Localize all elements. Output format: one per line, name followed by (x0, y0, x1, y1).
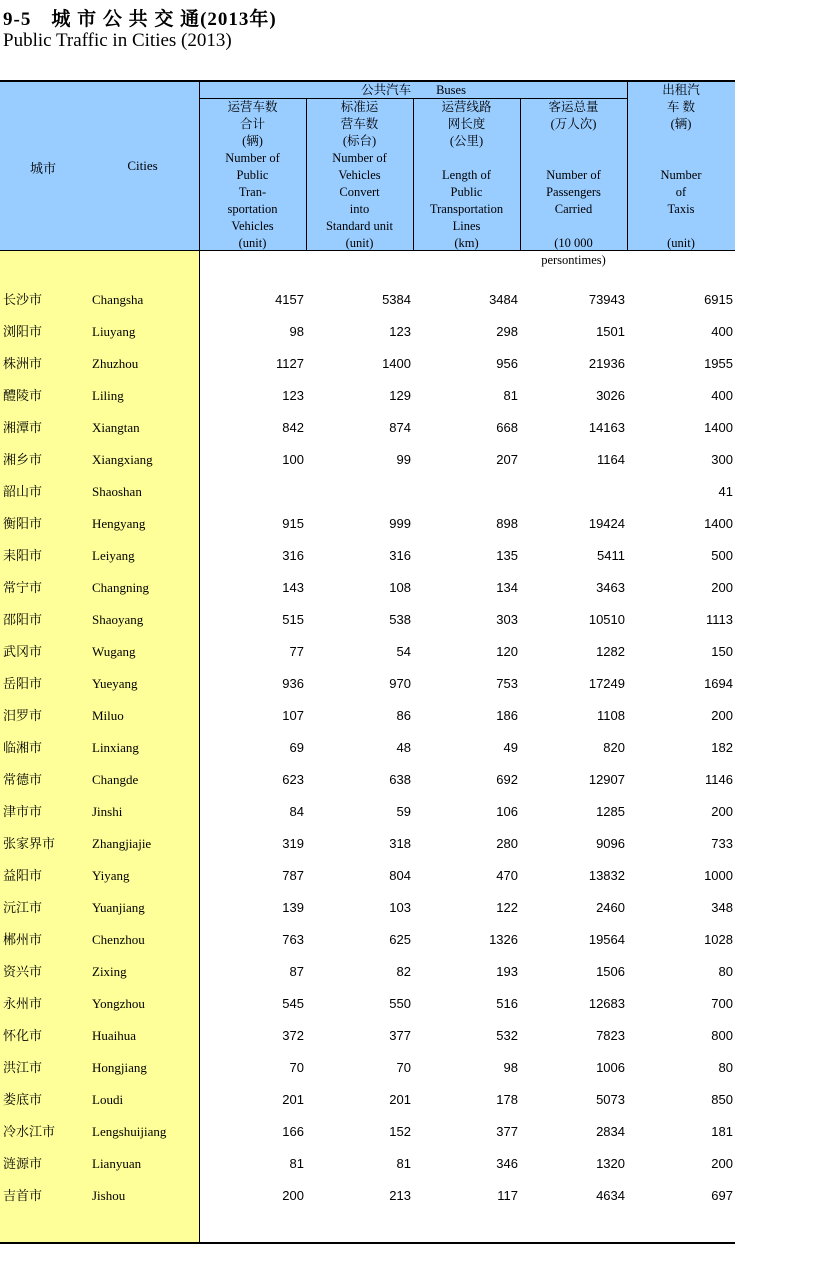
header-line (627, 150, 735, 167)
table-row (0, 1155, 735, 1187)
value-cell: 787 (282, 868, 304, 883)
value-cell: 348 (711, 900, 733, 915)
value-cell: 545 (282, 996, 304, 1011)
value-cell: 54 (396, 644, 411, 659)
value-cell: 4157 (275, 292, 304, 307)
table-row (0, 451, 735, 483)
value-cell: 280 (496, 836, 518, 851)
value-cell: 2460 (596, 900, 625, 915)
header-line: (标台) (342, 134, 377, 148)
city-name-zh: 醴陵市 (3, 388, 43, 403)
value-cell: 82 (396, 964, 411, 979)
city-name-zh: 汨罗市 (3, 708, 43, 723)
value-cell: 3463 (596, 580, 625, 595)
city-name-en: Jinshi (92, 804, 123, 819)
value-cell: 150 (711, 644, 733, 659)
city-name-en: Lengshuijiang (92, 1124, 167, 1139)
value-cell: 697 (711, 1188, 733, 1203)
city-name-zh: 冷水江市 (3, 1124, 56, 1139)
value-cell: 999 (389, 516, 411, 531)
city-name-en: Jishou (92, 1188, 126, 1203)
header-line (520, 150, 627, 167)
city-name-en: Lianyuan (92, 1156, 142, 1171)
table-row (0, 1187, 735, 1219)
header-line: 运营车数 (227, 100, 278, 114)
city-name-zh: 吉首市 (3, 1188, 43, 1203)
value-cell: 123 (282, 388, 304, 403)
value-cell: 9096 (596, 836, 625, 851)
value-cell: 1501 (596, 324, 625, 339)
city-name-zh: 常宁市 (3, 580, 43, 595)
header-line: Number of (546, 168, 601, 182)
table-row (0, 579, 735, 611)
value-cell: 135 (496, 548, 518, 563)
value-cell: 1955 (704, 356, 733, 371)
value-cell: 300 (711, 452, 733, 467)
value-cell: 12907 (588, 772, 625, 787)
value-cell: 59 (396, 804, 411, 819)
value-cell: 5073 (596, 1092, 625, 1107)
value-cell: 1506 (596, 964, 625, 979)
value-cell: 143 (282, 580, 304, 595)
header-line: Length of (442, 168, 491, 182)
header-line: (km) (454, 236, 479, 250)
value-cell: 117 (497, 1188, 518, 1203)
header-line: Standard unit (325, 219, 393, 233)
value-cell: 86 (396, 708, 411, 723)
value-cell: 316 (282, 548, 304, 563)
value-cell: 87 (289, 964, 304, 979)
value-cell: 1000 (704, 868, 733, 883)
value-cell: 319 (282, 836, 304, 851)
value-cell: 200 (711, 804, 733, 819)
value-cell: 1146 (705, 772, 733, 787)
header-line: of (675, 185, 687, 199)
value-cell: 316 (389, 548, 411, 563)
header-col-standard-units (306, 99, 413, 252)
header-line: (unit) (345, 236, 374, 250)
header-line: (万人次) (550, 117, 597, 131)
table-row (0, 1059, 735, 1091)
table-row (0, 707, 735, 739)
city-name-zh: 岳阳市 (3, 676, 43, 691)
header-line: Vehicles (231, 219, 274, 233)
value-cell: 107 (282, 708, 304, 723)
header-line: sportation (227, 202, 278, 216)
header-line: (unit) (238, 236, 267, 250)
value-cell: 515 (282, 612, 304, 627)
header-line: Passengers (546, 185, 601, 199)
value-cell: 134 (496, 580, 518, 595)
table-row (0, 867, 735, 899)
value-cell: 98 (289, 324, 304, 339)
value-cell: 106 (496, 804, 518, 819)
city-name-zh: 湘乡市 (3, 452, 43, 467)
city-name-zh: 衡阳市 (3, 516, 43, 531)
value-cell: 108 (389, 580, 411, 595)
header-line: Transportation (429, 202, 504, 216)
value-cell: 625 (389, 932, 411, 947)
value-cell: 5411 (597, 548, 625, 563)
value-cell: 178 (496, 1092, 518, 1107)
city-name-en: Loudi (92, 1092, 124, 1107)
value-cell: 200 (282, 1188, 304, 1203)
header-line (627, 218, 735, 235)
value-cell: 1006 (596, 1060, 625, 1075)
value-cell: 804 (389, 868, 411, 883)
header-col-vehicles (199, 99, 306, 252)
city-name-en: Xiangtan (92, 420, 140, 435)
city-name-en: Yongzhou (92, 996, 145, 1011)
header-col-passengers (520, 99, 627, 269)
value-cell: 1400 (704, 420, 733, 435)
table-row (0, 323, 735, 355)
city-name-en: Wugang (92, 644, 136, 659)
value-cell: 1326 (489, 932, 518, 947)
value-cell: 120 (496, 644, 518, 659)
city-name-en: Liuyang (92, 324, 136, 339)
header-line (520, 133, 627, 150)
value-cell: 970 (389, 676, 411, 691)
header-bus-group: 公共汽车 Buses (361, 83, 466, 97)
header-line: (10 000 (554, 236, 593, 250)
value-cell: 5384 (382, 292, 411, 307)
city-name-en: Miluo (92, 708, 124, 723)
value-cell: 81 (396, 1156, 411, 1171)
city-name-en: Zhuzhou (92, 356, 139, 371)
value-cell: 122 (496, 900, 518, 915)
table-row (0, 547, 735, 579)
value-cell: 129 (389, 388, 411, 403)
value-cell: 298 (496, 324, 518, 339)
city-name-zh: 沅江市 (3, 900, 43, 915)
value-cell: 763 (282, 932, 304, 947)
value-cell: 98 (503, 1060, 518, 1075)
value-cell: 10510 (588, 612, 625, 627)
value-cell: 200 (711, 708, 733, 723)
value-cell: 850 (711, 1092, 733, 1107)
table-row (0, 995, 735, 1027)
city-name-en: Zixing (92, 964, 127, 979)
value-cell: 181 (711, 1124, 733, 1139)
value-cell: 820 (603, 740, 625, 755)
table-row (0, 963, 735, 995)
city-name-zh: 资兴市 (3, 964, 43, 979)
city-name-zh: 郴州市 (3, 932, 43, 947)
city-name-en: Shaoshan (92, 484, 142, 499)
value-cell: 532 (496, 1028, 518, 1043)
city-name-en: Zhangjiajie (92, 836, 152, 851)
value-cell: 2834 (596, 1124, 625, 1139)
value-cell: 956 (496, 356, 518, 371)
header-line: Taxis (667, 202, 695, 216)
value-cell: 186 (496, 708, 518, 723)
value-cell: 14163 (588, 420, 625, 435)
table-row (0, 899, 735, 931)
value-cell: 400 (711, 388, 733, 403)
value-cell: 201 (282, 1092, 304, 1107)
city-name-zh: 耒阳市 (3, 548, 43, 563)
header-line: 标准运 (340, 100, 379, 114)
value-cell: 400 (711, 324, 733, 339)
value-cell: 550 (389, 996, 411, 1011)
table-row (0, 355, 735, 387)
value-cell: 936 (282, 676, 304, 691)
value-cell: 17249 (588, 676, 625, 691)
value-cell: 318 (389, 836, 411, 851)
value-cell: 19564 (588, 932, 625, 947)
city-name-en: Hengyang (92, 516, 146, 531)
value-cell: 1400 (704, 516, 733, 531)
table-row (0, 483, 735, 515)
value-cell: 99 (396, 452, 411, 467)
city-name-zh: 邵阳市 (3, 612, 43, 627)
value-cell: 1694 (704, 676, 733, 691)
city-name-en: Yuanjiang (92, 900, 145, 915)
value-cell: 623 (282, 772, 304, 787)
header-line: Convert (339, 185, 380, 199)
value-cell: 84 (289, 804, 304, 819)
value-cell: 1400 (382, 356, 411, 371)
value-cell: 139 (282, 900, 304, 915)
header-line: 车 数 (666, 100, 696, 114)
value-cell: 182 (711, 740, 733, 755)
value-cell: 1028 (704, 932, 733, 947)
value-cell: 69 (289, 740, 304, 755)
header-line: 网长度 (447, 117, 486, 131)
value-cell: 1127 (276, 356, 304, 371)
city-name-en: Linxiang (92, 740, 139, 755)
table-bottom-rule (0, 1242, 735, 1244)
table-row (0, 419, 735, 451)
city-name-en: Huaihua (92, 1028, 137, 1043)
value-cell: 500 (711, 548, 733, 563)
header-line: 出租汽 (662, 83, 700, 97)
table-row (0, 739, 735, 771)
city-name-zh: 武冈市 (3, 644, 43, 659)
city-name-zh: 张家界市 (3, 836, 56, 851)
value-cell: 538 (389, 612, 411, 627)
table-row (0, 1123, 735, 1155)
value-cell: 77 (289, 644, 304, 659)
value-cell: 842 (282, 420, 304, 435)
table-row (0, 1027, 735, 1059)
city-name-en: Hongjiang (92, 1060, 147, 1075)
header-line: 营车数 (340, 117, 379, 131)
city-name-en: Changsha (92, 292, 144, 307)
table-row (0, 387, 735, 419)
header-line: Number of (332, 151, 387, 165)
value-cell: 668 (496, 420, 518, 435)
city-name-en: Changde (92, 772, 139, 787)
header-line: (unit) (667, 236, 695, 250)
table-row (0, 803, 735, 835)
city-name-zh: 长沙市 (3, 292, 43, 307)
city-name-zh: 浏阳市 (3, 324, 43, 339)
value-cell: 49 (503, 740, 518, 755)
city-name-en: Yiyang (92, 868, 130, 883)
value-cell: 700 (711, 996, 733, 1011)
header-line: Carried (554, 202, 593, 216)
value-cell: 874 (389, 420, 411, 435)
value-cell: 200 (711, 1156, 733, 1171)
value-cell: 48 (396, 740, 411, 755)
table-row (0, 771, 735, 803)
header-line (413, 150, 520, 167)
city-name-en: Leiyang (92, 548, 135, 563)
value-cell: 123 (389, 324, 411, 339)
header-line: Lines (452, 219, 481, 233)
table-body (0, 291, 735, 1219)
city-name-zh: 株洲市 (3, 356, 43, 371)
table-row (0, 643, 735, 675)
value-cell: 1164 (597, 452, 625, 467)
value-cell: 638 (389, 772, 411, 787)
value-cell: 1282 (596, 644, 625, 659)
value-cell: 377 (496, 1124, 518, 1139)
value-cell: 800 (711, 1028, 733, 1043)
header-line: 客运总量 (548, 100, 599, 114)
table-row (0, 1091, 735, 1123)
header-line: (公里) (449, 134, 484, 148)
value-cell: 200 (711, 580, 733, 595)
value-cell: 470 (496, 868, 518, 883)
value-cell: 81 (503, 388, 518, 403)
value-cell: 13832 (588, 868, 625, 883)
value-cell: 516 (496, 996, 518, 1011)
city-name-zh: 常德市 (3, 772, 43, 787)
header-city-en: Cities (127, 158, 158, 173)
value-cell: 346 (496, 1156, 518, 1171)
city-name-zh: 韶山市 (3, 484, 43, 499)
value-cell: 100 (282, 452, 304, 467)
header-line: 运营线路 (441, 100, 492, 114)
value-cell: 7823 (596, 1028, 625, 1043)
header-line: Tran- (238, 185, 267, 199)
city-name-en: Shaoyang (92, 612, 144, 627)
value-cell: 21936 (588, 356, 625, 371)
header-line (520, 218, 627, 235)
value-cell: 3484 (489, 292, 518, 307)
value-cell: 41 (718, 484, 733, 499)
city-name-zh: 临湘市 (3, 740, 43, 755)
city-name-zh: 怀化市 (3, 1028, 43, 1043)
city-name-zh: 永州市 (3, 996, 43, 1011)
value-cell: 152 (389, 1124, 411, 1139)
value-cell: 19424 (588, 516, 625, 531)
city-name-zh: 娄底市 (3, 1092, 43, 1107)
table-row (0, 931, 735, 963)
value-cell: 70 (396, 1060, 411, 1075)
city-name-zh: 涟源市 (3, 1156, 43, 1171)
value-cell: 6915 (704, 292, 733, 307)
city-name-en: Yueyang (92, 676, 138, 691)
value-cell: 3026 (596, 388, 625, 403)
header-city-zh: 城市 (29, 161, 56, 176)
value-cell: 70 (289, 1060, 304, 1075)
value-cell: 103 (389, 900, 411, 915)
city-name-en: Chenzhou (92, 932, 145, 947)
header-line: Public (450, 185, 483, 199)
value-cell: 166 (282, 1124, 304, 1139)
city-name-en: Liling (92, 388, 124, 403)
value-cell: 303 (496, 612, 518, 627)
header-col-taxis (627, 82, 735, 252)
table-row (0, 675, 735, 707)
header-line: Public (236, 168, 269, 182)
value-cell: 692 (496, 772, 518, 787)
value-cell: 80 (718, 964, 733, 979)
value-cell: 73943 (588, 292, 625, 307)
value-cell: 1320 (596, 1156, 625, 1171)
page-title-en: Public Traffic in Cities (2013) (3, 30, 232, 51)
value-cell: 207 (496, 452, 518, 467)
header-line: persontimes) (541, 253, 606, 267)
city-name-zh: 湘潭市 (3, 420, 43, 435)
value-cell: 4634 (596, 1188, 625, 1203)
value-cell: 12683 (588, 996, 625, 1011)
value-cell: 1285 (596, 804, 625, 819)
header-line: into (349, 202, 370, 216)
value-cell: 753 (496, 676, 518, 691)
value-cell: 915 (282, 516, 304, 531)
header-line: Vehicles (338, 168, 381, 182)
value-cell: 1113 (706, 612, 733, 627)
header-line: (辆) (670, 117, 692, 131)
header-col-line-length (413, 99, 520, 252)
city-name-zh: 洪江市 (3, 1060, 43, 1075)
value-cell: 81 (289, 1156, 304, 1171)
header-line: Number (660, 168, 702, 182)
city-name-zh: 津市市 (3, 804, 43, 819)
value-cell: 377 (389, 1028, 411, 1043)
value-cell: 213 (389, 1188, 411, 1203)
value-cell: 80 (718, 1060, 733, 1075)
city-name-en: Xiangxiang (92, 452, 153, 467)
value-cell: 201 (389, 1092, 411, 1107)
value-cell: 193 (496, 964, 518, 979)
header-line: 合计 (239, 117, 265, 131)
page-title-zh: 9-5 城 市 公 共 交 通(2013年) (3, 9, 277, 30)
table-row (0, 611, 735, 643)
table-row (0, 291, 735, 323)
value-cell: 1108 (597, 708, 625, 723)
header-line: Number of (225, 151, 280, 165)
value-cell: 372 (282, 1028, 304, 1043)
header-line: (辆) (242, 134, 263, 148)
value-cell: 898 (496, 516, 518, 531)
value-cell: 733 (711, 836, 733, 851)
city-name-en: Changning (92, 580, 150, 595)
table-row (0, 835, 735, 867)
table-row (0, 515, 735, 547)
header-line (627, 133, 735, 150)
city-name-zh: 益阳市 (3, 868, 43, 883)
